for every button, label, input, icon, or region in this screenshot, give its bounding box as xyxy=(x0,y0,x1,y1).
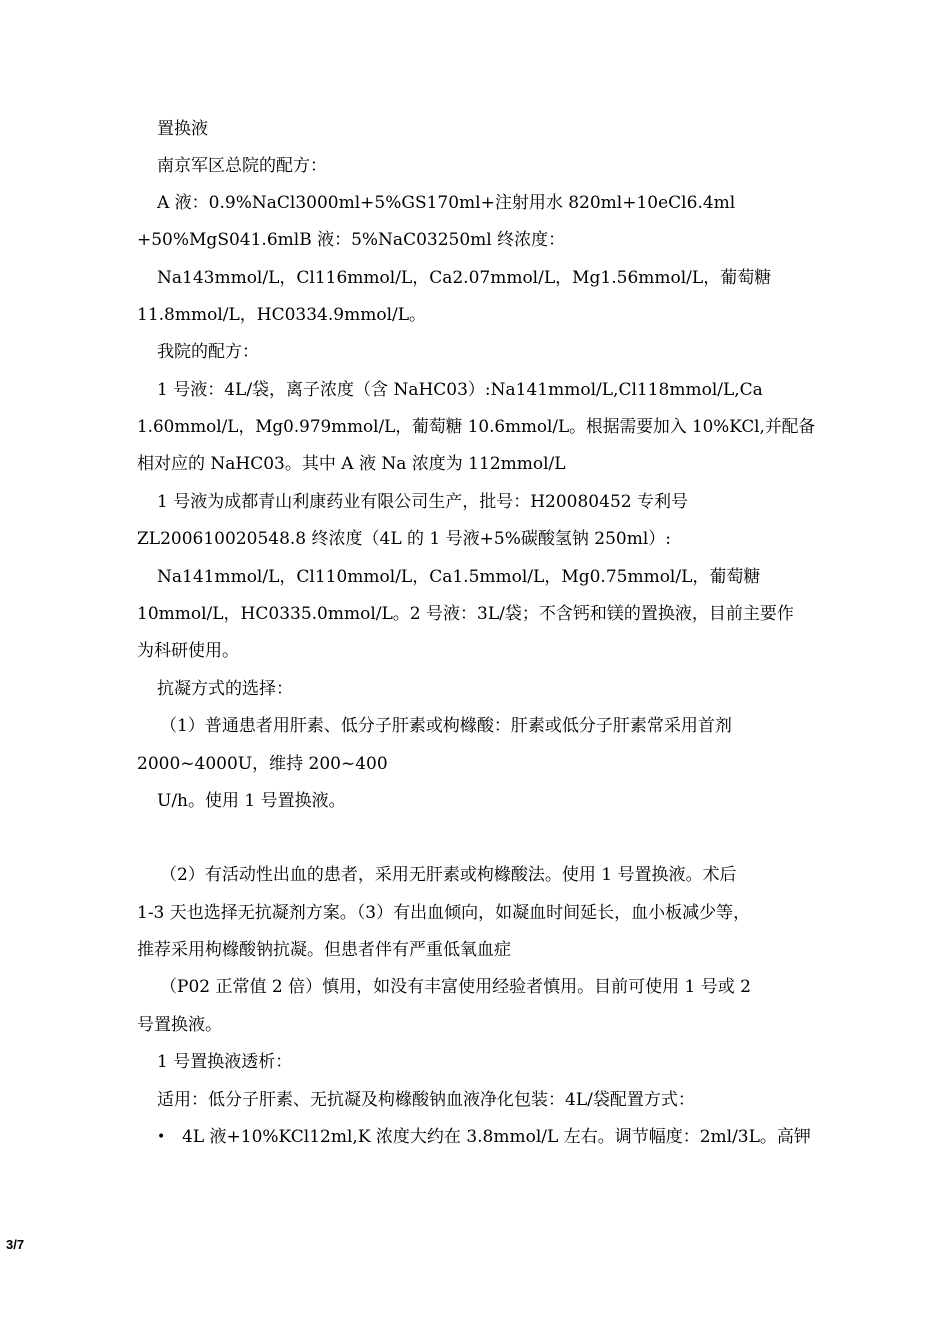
paragraph-line: U/h。使用 1 号置换液。 xyxy=(157,791,346,811)
paragraph-line: 1 号液为成都青山利康药业有限公司生产，批号：H20080452 专利号 xyxy=(157,492,688,512)
paragraph-line: 南京军区总院的配方： xyxy=(157,156,327,176)
heading-dialysis: 1 号置换液透析： xyxy=(157,1052,293,1072)
bullet-marker: • xyxy=(157,1129,166,1145)
paragraph-line: Na141mmol/L，Cl110mmol/L，Ca1.5mmol/L，Mg0.75mmol/L，葡萄糖 xyxy=(157,567,761,587)
paragraph-line: 为科研使用。 xyxy=(137,641,239,661)
paragraph-line: 1.60mmol/L，Mg0.979mmol/L，葡萄糖 10.6mmol/L。根据需要加入 10%KCl,并配备 xyxy=(137,417,816,437)
paragraph-line: （2）有活动性出血的患者，采用无肝素或枸橼酸法。使用 1 号置换液。术后 xyxy=(160,865,737,885)
paragraph-line: +50%MgS041.6mlB 液：5%NaC03250ml 终浓度： xyxy=(137,230,566,250)
heading-anticoagulation: 抗凝方式的选择： xyxy=(157,679,293,699)
paragraph-line: 号置换液。 xyxy=(137,1015,222,1035)
paragraph-line: A 液：0.9%NaCl3000ml+5%GS170ml+注射用水 820ml+10eCl6.4ml xyxy=(157,193,736,213)
paragraph-line: 适用：低分子肝素、无抗凝及枸橼酸钠血液净化包装：4L/袋配置方式： xyxy=(157,1090,695,1110)
paragraph-line: ZL200610020548.8 终浓度（4L 的 1 号液+5%碳酸氢钠 250ml）: xyxy=(137,529,671,549)
paragraph-line: 我院的配方： xyxy=(157,342,259,362)
page-number: 3/7 xyxy=(6,1237,25,1252)
paragraph-line: 2000~4000U，维持 200~400 xyxy=(137,754,388,774)
paragraph-line: （1）普通患者用肝素、低分子肝素或枸橼酸：肝素或低分子肝素常采用首剂 xyxy=(160,716,732,736)
paragraph-line: （P02 正常值 2 倍）慎用，如没有丰富使用经验者慎用。目前可使用 1 号或 2 xyxy=(160,977,751,997)
heading-replacement-fluid: 置换液 xyxy=(157,119,208,139)
paragraph-line: 10mmol/L，HC0335.0mmol/L。2 号液：3L/袋；不含钙和镁的置换液，目前主要作 xyxy=(137,604,794,624)
list-item: 4L 液+10%KCl12ml,K 浓度大约在 3.8mmol/L 左右。调节幅度：2ml/3L。高钾 xyxy=(182,1127,811,1147)
paragraph-line: 相对应的 NaHC03。其中 A 液 Na 浓度为 112mmol/L xyxy=(137,454,566,474)
paragraph-line: 推荐采用枸橼酸钠抗凝。但患者伴有严重低氧血症 xyxy=(137,940,511,960)
paragraph-line: 1-3 天也选择无抗凝剂方案。（3）有出血倾向，如凝血时间延长，血小板减少等， xyxy=(137,903,751,923)
paragraph-line: Na143mmol/L，Cl116mmol/L，Ca2.07mmol/L，Mg1.56mmol/L，葡萄糖 xyxy=(157,268,772,288)
paragraph-line: 11.8mmol/L，HC0334.9mmol/L。 xyxy=(137,305,427,325)
paragraph-line: 1 号液：4L/袋，离子浓度（含 NaHC03）:Na141mmol/L,Cl118mmol/L,Ca xyxy=(157,380,763,400)
